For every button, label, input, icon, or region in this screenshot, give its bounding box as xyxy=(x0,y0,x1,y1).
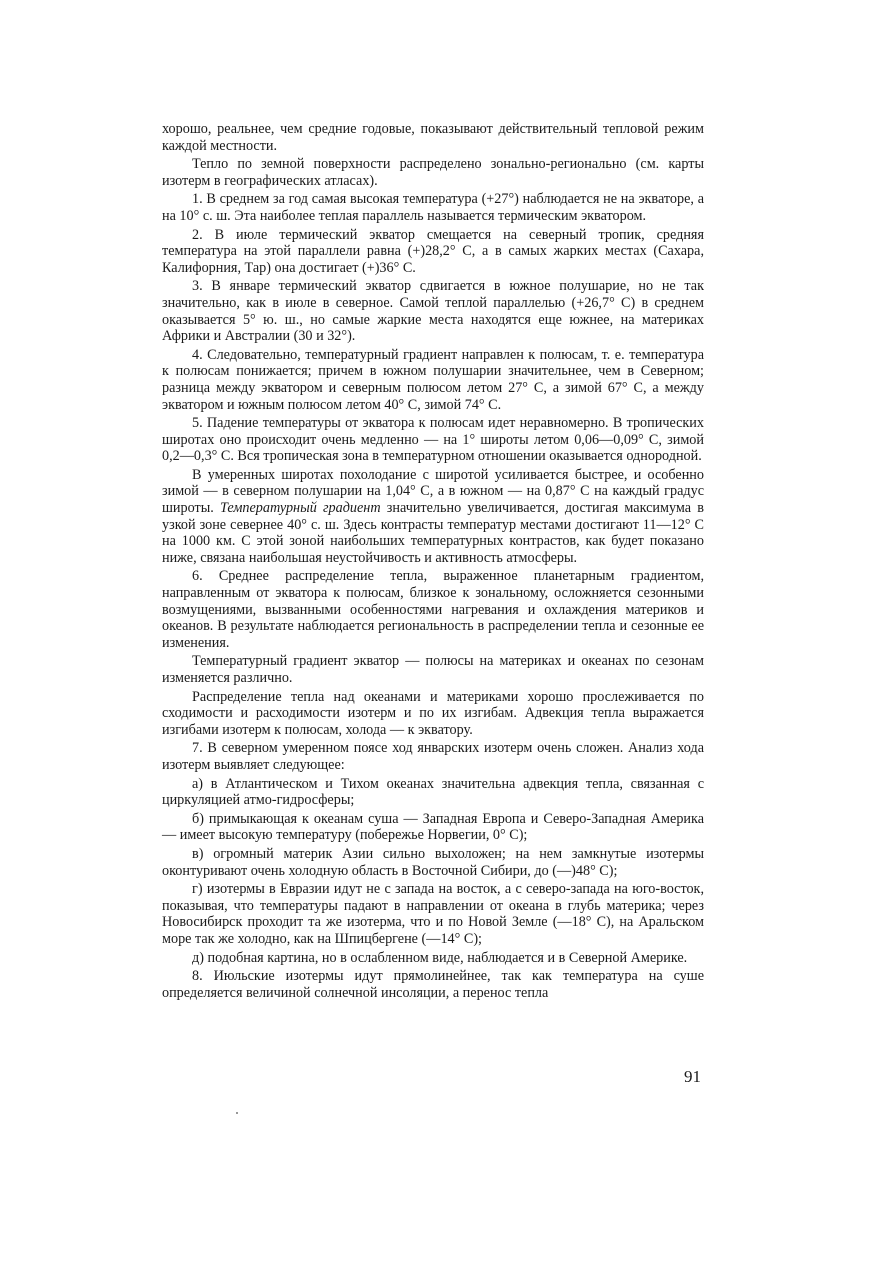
paragraph-item-6: 6. Среднее распределение тепла, выраженное планетарным градиентом, направленным от экватора к полюсам, близкое к зональному, осложняется сезонными возмущениями, вызванными особенностями нагревания и охлаждения материков и океанов. В результате наблюдается региональность в распределении тепла и сезонные ее изменения. xyxy=(162,568,704,651)
paragraph-item-5: 5. Падение температуры от экватора к полюсам идет неравномерно. В тропических широтах оно происходит очень медленно — на 1° широты летом 0,06—0,09° С, зимой 0,2—0,3° С. Вся тропическая зона в температурном отношении оказывается однородной. xyxy=(162,415,704,465)
paragraph-heat-oceans-continents: Распределение тепла над океанами и материками хорошо прослеживается по сходимости и расходимости изотерм и по их изгибам. Адвекция тепла выражается изгибами изотерм к полюсам, холода — к экватору. xyxy=(162,688,704,738)
paragraph-item-2: 2. В июле термический экватор смещается на северный тропик, средняя температура на этой параллели равна (+)28,2° С, а в самых жарких местах (Сахара, Калифорния, Тар) она достигает (+)36° С. xyxy=(162,226,704,276)
paragraph-item-3: 3. В январе термический экватор сдвигается в южное полушарие, но не так значительно, как в июле в северное. Самой теплой параллелью (+26,7° С) в среднем оказывается 5° ю. ш., но самые жаркие места находятся еще южнее, на материках Африки и Австралии (30 и 32°). xyxy=(162,278,704,345)
paragraph-heat-distribution: Тепло по земной поверхности распределено зонально-регионально (см. карты изотерм в географических атласах). xyxy=(162,156,704,189)
paragraph-gradient-seasons: Температурный градиент экватор — полюсы на материках и океанах по сезонам изменяется различно. xyxy=(162,653,704,686)
paragraph-item-7: 7. В северном умеренном поясе ход январских изотерм очень сложен. Анализ хода изотерм выявляет следующее: xyxy=(162,740,704,773)
list-item-g: г) изотермы в Евразии идут не с запада на восток, а с северо-запада на юго-восток, показывая, что температуры падают в направлении от океана в глубь материка; через Новосибирск проходит та же изотерма, что и по Новой Земле (—18° С), на Аральском море так же холодно, как на Шпицбергене (—14° С); xyxy=(162,881,704,947)
paragraph-item-8: 8. Июльские изотермы идут прямолинейнее, так как температура на суше определяется величиной солнечной инсоляции, а перенос тепла xyxy=(162,968,704,1001)
paragraph-item-1: 1. В среднем за год самая высокая температура (+27°) наблюдается не на экваторе, а на 10° с. ш. Эта наиболее теплая параллель называется термическим экватором. xyxy=(162,191,704,224)
list-item-a: а) в Атлантическом и Тихом океанах значительна адвекция тепла, связанная с циркуляцией атмо-гидросферы; xyxy=(162,775,704,809)
paragraph-item-4: 4. Следовательно, температурный градиент направлен к полюсам, т. е. температура к полюсам понижается; причем в южном полушарии значительнее, чем в Северном; разница между экватором и северным полюсом летом 27° С, а зимой 67° С, а между экватором и южным полюсом летом 40° С, зимой 74° С. xyxy=(162,346,704,413)
paragraph-temperate-text-after: значительно увеличивается, достигая максимума в узкой зоне севернее 40° с. ш. Здесь контрасты температур местами достигают 11—12° С на 1000 км. С этой зоной наибольших температурных контрастов, как будет показано ниже, связана наибольшая неустойчивость и активность атмосферы. xyxy=(162,500,704,566)
italic-term-temperature-gradient: Температурный градиент xyxy=(220,500,381,517)
page-body-text xyxy=(162,121,704,1003)
paragraph-temperate-latitudes xyxy=(162,467,704,567)
list-item-b: б) примыкающая к океанам суша — Западная Европа и Северо-Западная Америка — имеет высокую температуру (побережье Норвегии, 0° С); xyxy=(162,810,704,844)
list-item-d: д) подобная картина, но в ослабленном виде, наблюдается и в Северной Америке. xyxy=(192,949,688,966)
paragraph-temperate-text-before: В умеренных широтах похолодание с широтой усиливается быстрее, и особенно зимой — в северном полушарии на 1,04° С, а в южном — на 0,87° С на каждый градус широты. xyxy=(162,466,704,517)
page-number: 91 xyxy=(684,1067,701,1086)
paragraph-continuation: хорошо, реальнее, чем средние годовые, показывают действительный тепловой режим каждой местности. xyxy=(162,121,704,154)
scan-speck xyxy=(236,1112,238,1114)
list-item-v: в) огромный материк Азии сильно выхоложен; на нем замкнутые изотермы оконтуривают очень холодную область в Восточной Сибири, до (—)48° С); xyxy=(162,845,704,879)
